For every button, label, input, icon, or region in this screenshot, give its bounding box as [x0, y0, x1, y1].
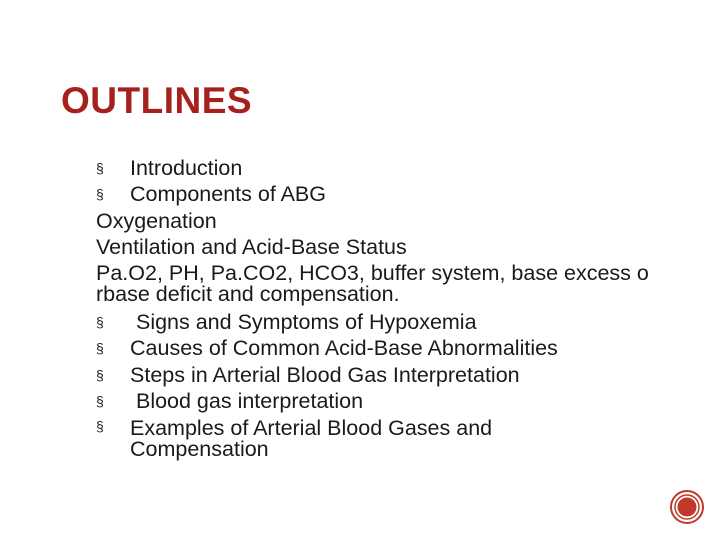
bullet-icon: § — [96, 393, 104, 410]
circle-target-icon-svg — [670, 490, 704, 524]
list-item — [96, 309, 696, 335]
list-item — [96, 181, 696, 207]
list-item — [96, 234, 696, 260]
list-item — [96, 208, 696, 234]
circle-target-icon[interactable] — [670, 490, 704, 524]
list-item — [96, 155, 696, 181]
list-item — [96, 388, 696, 414]
bullet-icon: § — [96, 186, 104, 203]
list-item-text: Examples of Arterial Blood Gases and Compensation — [130, 416, 493, 462]
outline-list — [96, 155, 696, 460]
list-item-text: Steps in Arterial Blood Gas Interpretation — [130, 362, 520, 387]
list-item — [96, 260, 696, 309]
list-item-text: Introduction — [130, 156, 243, 180]
list-item — [96, 414, 696, 460]
list-item-text: Signs and Symptoms of Hypoxemia — [130, 310, 477, 335]
bullet-icon: § — [96, 366, 104, 383]
list-item-text: Blood gas interpretation — [130, 389, 364, 414]
list-item — [96, 335, 696, 361]
slide-title: OUTLINES — [61, 80, 253, 121]
list-item-text: Oxygenation — [96, 208, 217, 233]
list-item-text: Ventilation and Acid-Base Status — [96, 234, 407, 259]
list-item-text: Components of ABG — [130, 182, 326, 207]
bullet-icon: § — [96, 418, 104, 435]
bullet-icon: § — [96, 340, 104, 357]
list-item-text: Causes of Common Acid-Base Abnormalities — [130, 336, 558, 361]
bullet-icon: § — [96, 160, 104, 176]
list-item — [96, 362, 696, 388]
bullet-icon: § — [96, 314, 104, 331]
list-item-text: Pa.O2, PH, Pa.CO2, HCO3, buffer system, base excess o rbase deficit and compensation. — [96, 261, 649, 307]
